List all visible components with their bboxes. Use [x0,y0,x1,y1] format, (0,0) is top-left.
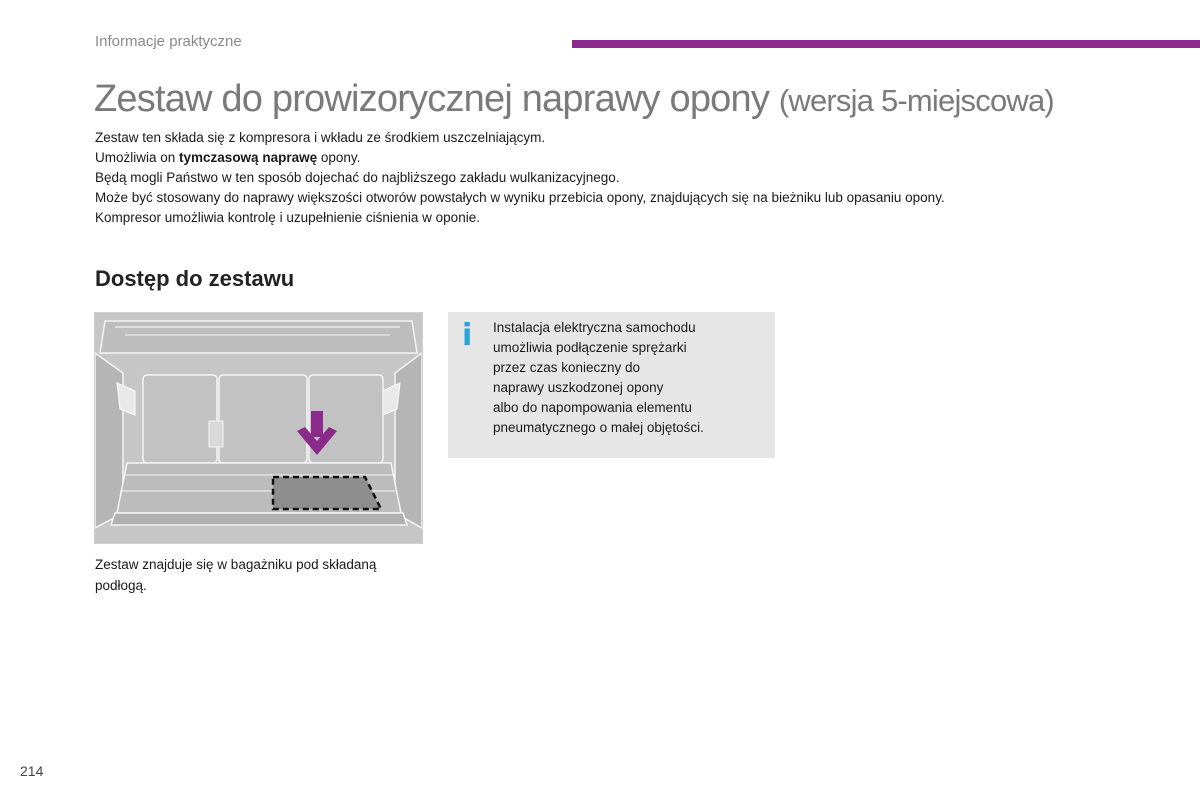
info-icon: i [462,318,473,353]
intro-line: Może być stosowany do naprawy większości otworów powstałych w wyniku przebicia opony, znajdujących się na bieżniku lub opasaniu opony. [95,190,945,205]
intro-line-text: Umożliwia on [95,150,180,165]
section-label: Informacje praktyczne [95,33,242,50]
section-accent-bar [572,40,1200,48]
intro-text [95,128,1145,228]
page-number: 214 [20,763,44,779]
info-box [448,312,775,458]
illustration-caption: Zestaw znajduje się w bagażniku pod składaną podłogą. [95,557,377,593]
info-line: naprawy uszkodzonej opony [493,380,664,395]
info-line: pneumatycznego o małej objętości. [493,420,704,435]
page-title [94,78,1054,121]
trunk-drawing [95,313,422,543]
intro-line: Będą mogli Państwo w ten sposób dojechać do najbliższego zakładu wulkanizacyjnego. [95,170,620,185]
intro-line: Kompresor umożliwia kontrolę i uzupełnienie ciśnienia w oponie. [95,210,480,225]
info-line: albo do napompowania elementu [493,400,692,415]
intro-line: Zestaw ten składa się z kompresora i wkładu ze środkiem uszczelniającym. [95,130,546,145]
section-heading: Dostęp do zestawu [95,266,295,291]
info-line: Instalacja elektryczna samochodu [493,320,696,335]
intro-emphasis: tymczasową naprawę [179,150,318,165]
info-line: umożliwia podłączenie sprężarki [493,340,687,355]
page-title-main: Zestaw do prowizorycznej naprawy opony [94,78,770,120]
trunk-illustration [94,312,423,544]
intro-line [95,148,1145,168]
page-title-suffix: (wersja 5-miejscowa) [778,83,1054,118]
info-line: przez czas konieczny do [493,360,641,375]
info-text [493,318,704,438]
intro-line-text: opony. [317,150,361,165]
